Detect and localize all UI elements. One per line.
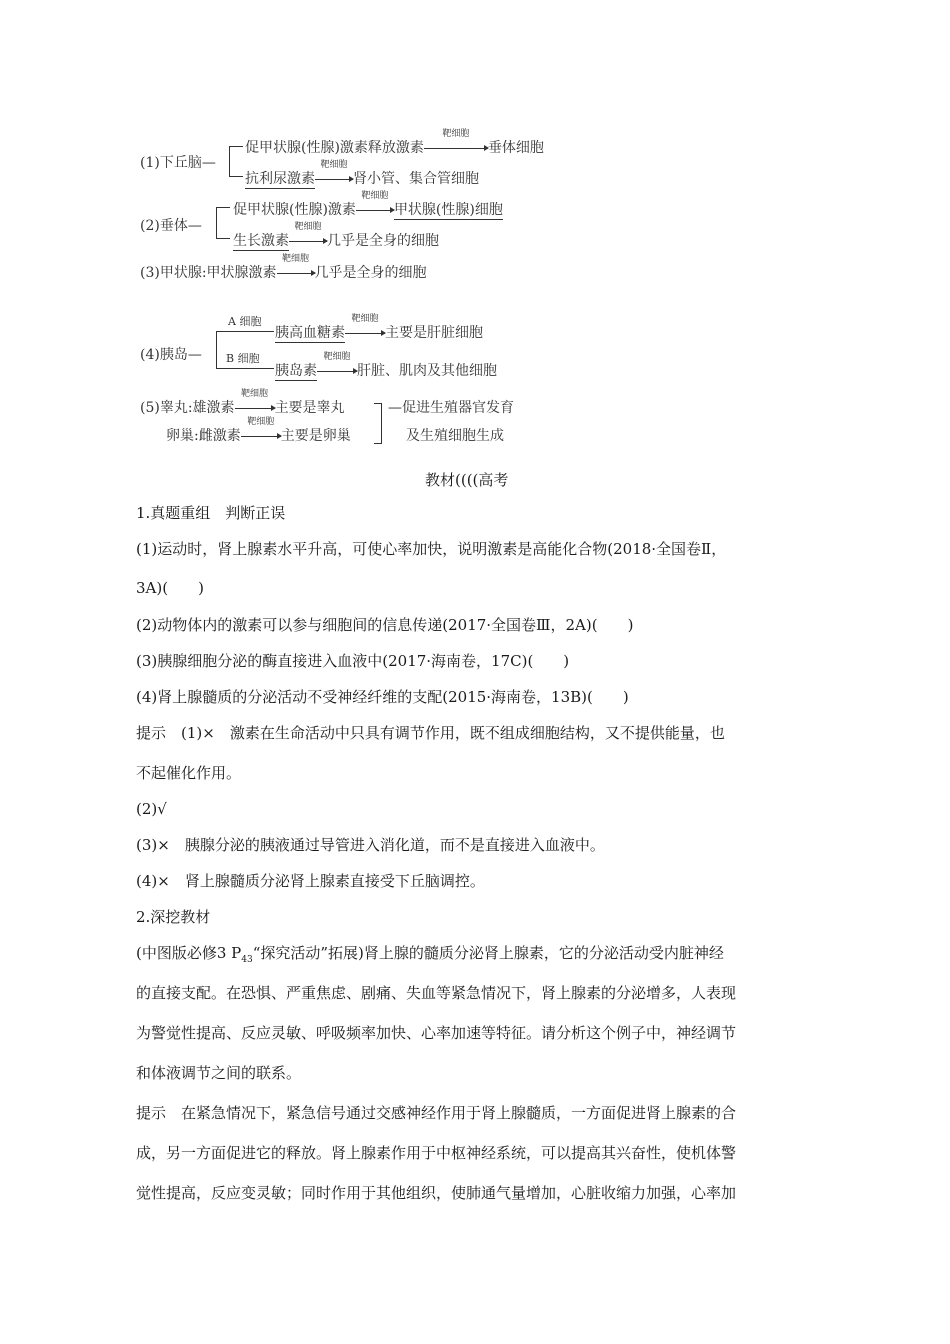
gonad-effect: —促进生殖器官发育 [388, 400, 514, 416]
target-arrow [345, 314, 385, 341]
arrow-label: 靶细胞 [282, 254, 310, 264]
tip-text: 觉性提高，反应变灵敏；同时作用于其他组织，使肺通气量增加，心脏收缩力加强，心率加 [136, 1184, 737, 1202]
tip-text: 不起催化作用。 [136, 764, 242, 782]
gonad-effect: 及生殖细胞生成 [406, 428, 504, 444]
question-text: (3)胰腺细胞分泌的酶直接进入血液中(2017·海南卷，17C)( ) [136, 652, 570, 670]
bracket-line [216, 238, 230, 239]
bracket-line [229, 146, 243, 147]
bracket-line [216, 207, 217, 238]
pancreas-label: (4)胰岛— [140, 347, 202, 363]
arrow-label: 靶细胞 [351, 314, 379, 324]
target-arrow [241, 417, 281, 444]
paragraph-line [136, 946, 724, 968]
page-subscript: 43 [241, 955, 253, 965]
target: 垂体细胞 [487, 140, 544, 156]
paragraph-line: 和体液调节之间的联系。 [136, 1064, 302, 1082]
bracket-line [229, 146, 230, 176]
question-text: 3A)( ) [136, 579, 204, 597]
target-arrow [235, 389, 275, 416]
question-text: (2)动物体内的激素可以参与细胞间的信息传递(2017·全国卷Ⅲ，2A)( ) [136, 616, 634, 634]
hormone: 促甲状腺(性腺)激素 [233, 202, 356, 218]
target-arrow [356, 191, 394, 218]
tip-text: (4)× 肾上腺髓质分泌肾上腺素直接受下丘脑调控。 [136, 872, 485, 890]
diagram-row [245, 160, 479, 188]
bracket-line [374, 443, 382, 444]
diagram-row [166, 417, 351, 445]
bracket-line [216, 331, 274, 332]
question-text: (1)运动时，肾上腺素水平升高，可使心率加快，说明激素是高能化合物(2018·全国卷Ⅱ， [136, 540, 727, 558]
arrow-label: 靶细胞 [294, 222, 322, 232]
bracket-line [229, 176, 243, 177]
arrow-label: 靶细胞 [247, 417, 275, 427]
paragraph-line: 为警觉性提高、反应灵敏、呼吸频率加快、心率加速等特征。请分析这个例子中，神经调节 [136, 1024, 737, 1042]
target: 甲状腺(性腺)细胞 [393, 202, 503, 218]
arrow-label: 靶细胞 [320, 160, 348, 170]
tip-text: 提示 在紧急情况下，紧急信号通过交感神经作用于肾上腺髓质，一方面促进肾上腺素的合 [136, 1104, 737, 1122]
arrow-label: 靶细胞 [442, 129, 470, 139]
paragraph-part: (中图版必修3 P [136, 944, 242, 962]
target-arrow [315, 160, 353, 187]
target-arrow [289, 222, 327, 249]
target: 主要是睾丸 [274, 400, 345, 416]
section-title: 教材((((高考 [425, 471, 509, 489]
arrow-label: 靶细胞 [241, 389, 269, 399]
bracket-line [374, 403, 382, 404]
target-arrow [424, 129, 488, 156]
diagram-row [275, 352, 497, 380]
hormone: 胰岛素 [275, 363, 317, 379]
target: 几乎是全身的细胞 [314, 265, 427, 281]
target: 肝脏、肌肉及其他细胞 [357, 363, 497, 379]
tip-text: 成，另一方面促进它的释放。肾上腺素作用于中枢神经系统，可以提高其兴奋性，使机体警 [136, 1144, 737, 1162]
gonad-label: (5)睾丸:雄激素 [140, 400, 235, 416]
section-heading: 1.真题重组 判断正误 [136, 504, 286, 522]
arrow-label: 靶细胞 [323, 352, 351, 362]
diagram-row [140, 389, 345, 417]
hormone: 生长激素 [233, 233, 289, 249]
hormone: 抗利尿激素 [245, 171, 315, 187]
hypothalamus-label: (1)下丘脑— [140, 155, 216, 171]
target-arrow [317, 352, 357, 379]
bracket-line [381, 403, 382, 443]
tip-text: (2)√ [136, 800, 167, 818]
paragraph-line: 的直接支配。在恐惧、严重焦虑、剧痛、失血等紧急情况下，肾上腺素的分泌增多，人表现 [136, 984, 737, 1002]
gonad-label: 卵巢:雌激素 [166, 428, 241, 444]
paragraph-part: “探究活动”拓展)肾上腺的髓质分泌肾上腺素，它的分泌活动受内脏神经 [252, 944, 724, 962]
section-heading: 2.深挖教材 [136, 908, 211, 926]
arrow-label: 靶细胞 [361, 191, 389, 201]
target-arrow [277, 254, 315, 281]
tip-text: 提示 (1)× 激素在生命活动中只具有调节作用，既不组成细胞结构，又不提供能量，也 [136, 724, 725, 742]
bracket-line [216, 368, 274, 369]
diagram-row [140, 254, 427, 282]
target: 几乎是全身的细胞 [327, 233, 439, 249]
bracket-line [216, 331, 217, 368]
diagram-row [233, 222, 439, 250]
diagram-row [275, 314, 483, 342]
hormone: 胰高血糖素 [275, 325, 345, 341]
tip-text: (3)× 胰腺分泌的胰液通过导管进入消化道，而不是直接进入血液中。 [136, 836, 605, 854]
diagram-row [233, 191, 503, 219]
target: 主要是肝脏细胞 [385, 325, 483, 341]
pituitary-label: (2)垂体— [140, 218, 202, 234]
hormone: 促甲状腺(性腺)激素释放激素 [245, 140, 424, 156]
cell-label: B 细胞 [226, 352, 260, 365]
target: 肾小管、集合管细胞 [353, 171, 479, 187]
cell-label: A 细胞 [228, 315, 262, 328]
question-text: (4)肾上腺髓质的分泌活动不受神经纤维的支配(2015·海南卷，13B)( ) [136, 688, 629, 706]
bracket-line [216, 207, 230, 208]
diagram-row [245, 129, 544, 157]
thyroid-label: (3)甲状腺:甲状腺激素 [140, 265, 277, 281]
target: 主要是卵巢 [280, 428, 351, 444]
